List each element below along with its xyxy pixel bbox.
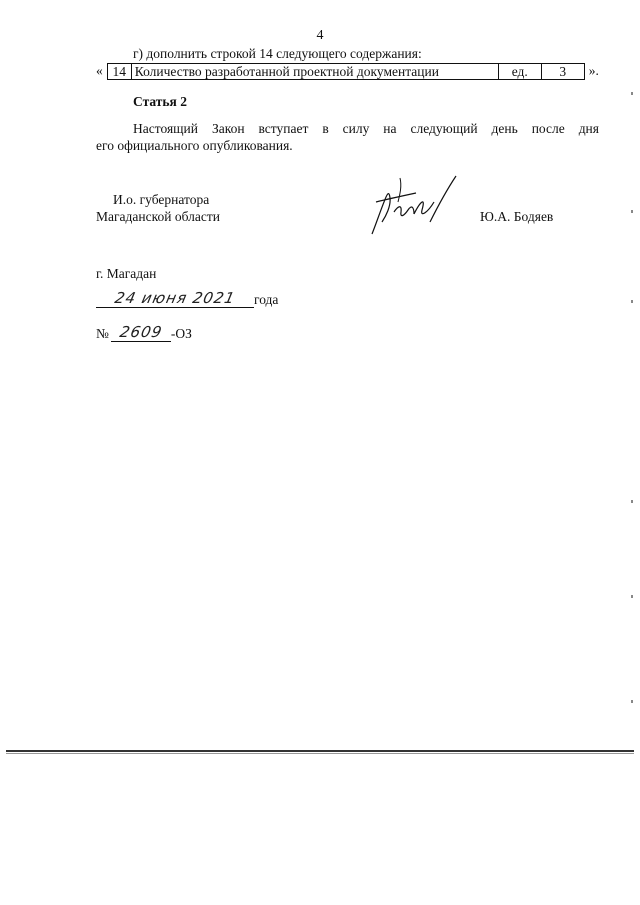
date-line — [96, 290, 278, 308]
handwritten-date: 24 июня 2021 — [96, 290, 254, 308]
signature-image — [370, 172, 460, 238]
scan-edge-mark — [631, 500, 633, 503]
article-text-line2: его официального опубликования. — [96, 138, 293, 153]
signatory-position-line2: Магаданской области — [96, 209, 220, 224]
page-number: 4 — [316, 28, 324, 43]
number-prefix: № — [96, 326, 109, 341]
row-unit-cell: ед. — [498, 63, 541, 79]
scan-edge-mark — [631, 595, 633, 598]
amendment-row — [96, 62, 599, 80]
open-quote: « — [96, 63, 103, 78]
row-name-cell: Количество разработанной проектной документации — [131, 63, 498, 79]
bottom-rule — [6, 750, 634, 752]
row-number-cell: 14 — [107, 63, 131, 79]
handwritten-number: 2609 — [111, 324, 171, 342]
scan-edge-mark — [631, 700, 633, 703]
scan-edge-mark — [631, 300, 633, 303]
bottom-rule-shadow — [6, 753, 634, 754]
amendment-intro: г) дополнить строкой 14 следующего содержания: — [133, 46, 422, 61]
date-suffix: года — [254, 292, 279, 307]
scan-edge-mark — [631, 210, 633, 213]
signatory-name: Ю.А. Бодяев — [480, 209, 554, 224]
number-suffix: -ОЗ — [170, 326, 192, 341]
article-text-line1: Настоящий Закон вступает в силу на следующий день после дня — [133, 121, 599, 136]
close-quote: ». — [588, 63, 599, 78]
table-row — [107, 63, 584, 79]
law-number-line — [96, 324, 192, 342]
row-value-cell: 3 — [541, 63, 584, 79]
signatory-position-line1: И.о. губернатора — [113, 192, 210, 207]
city: г. Магадан — [96, 266, 157, 281]
amendment-table — [107, 63, 585, 80]
article-title: Статья 2 — [133, 94, 187, 109]
scan-edge-mark — [631, 92, 633, 95]
